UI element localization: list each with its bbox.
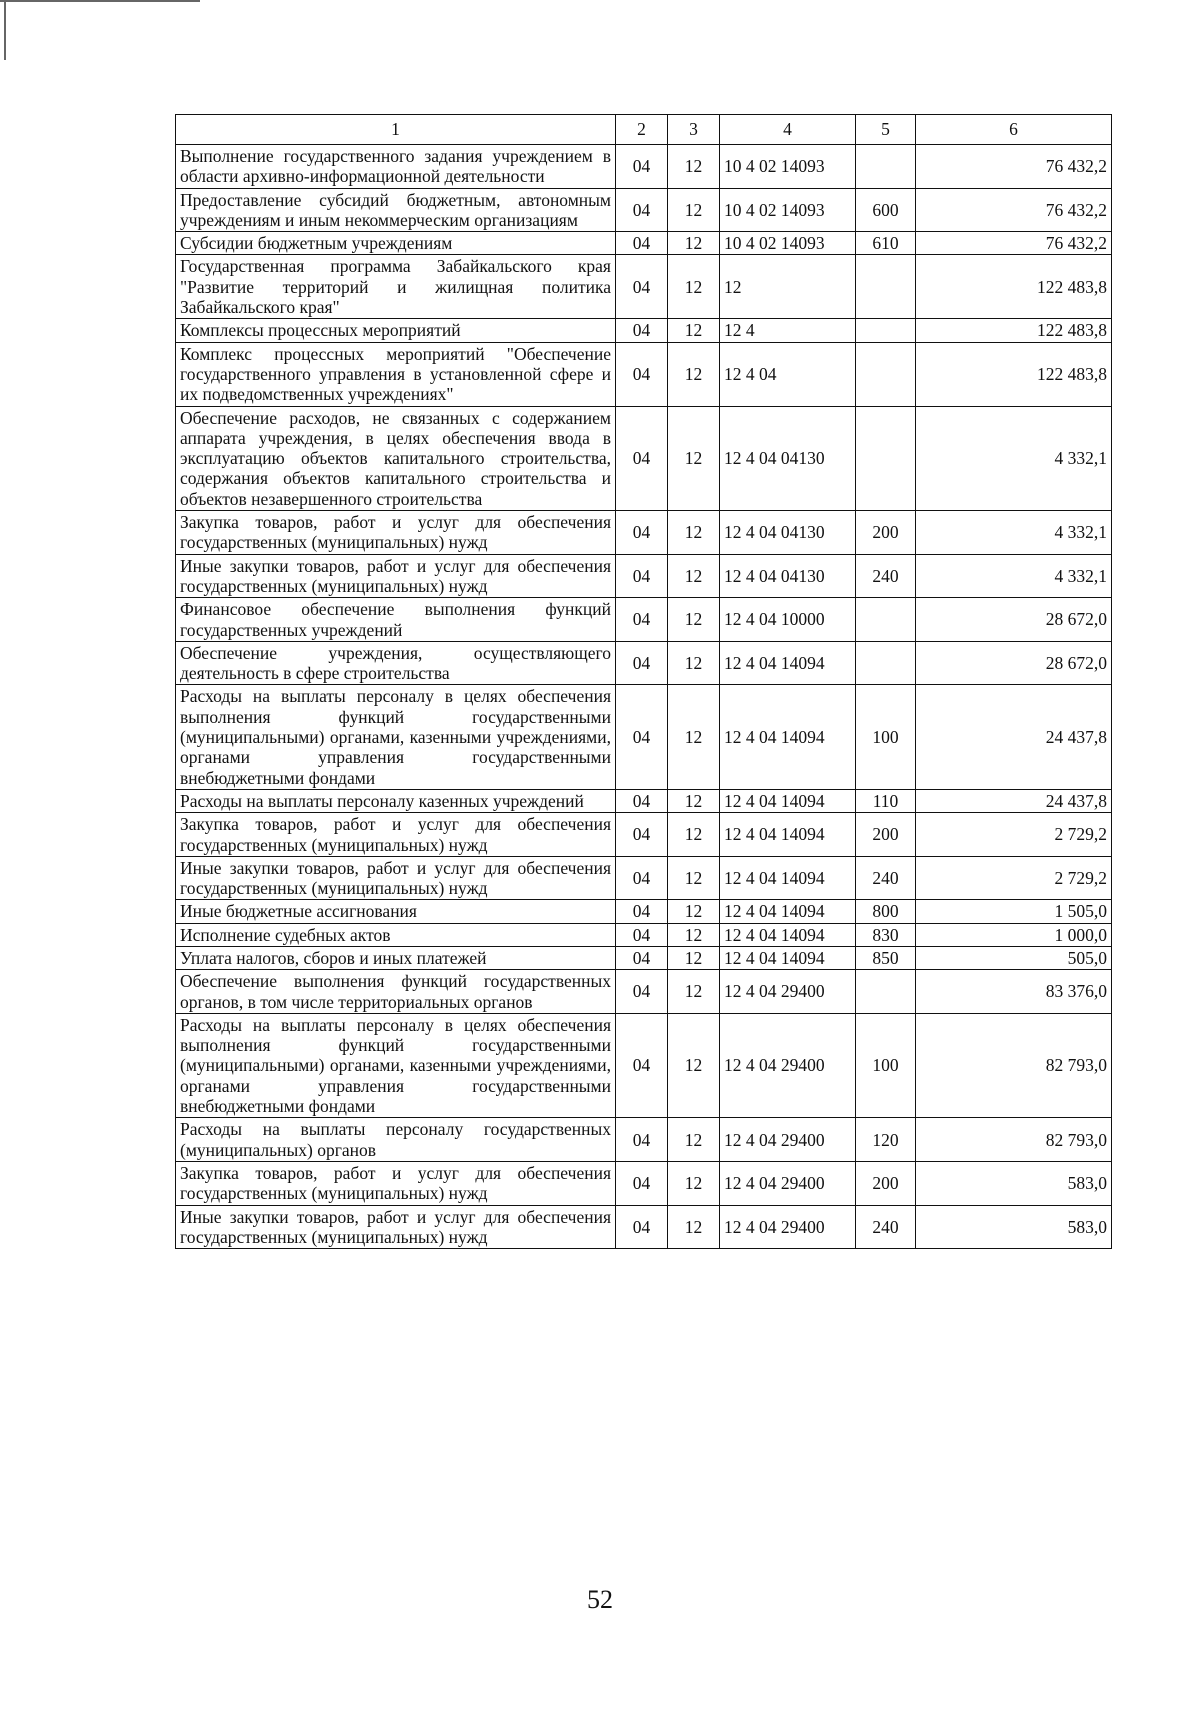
row-name: Иные закупки товаров, работ и услуг для обеспечения государственных (муниципальных) нужд xyxy=(176,856,616,900)
table-body xyxy=(176,145,1112,1249)
table-row xyxy=(176,946,1112,969)
row-amount: 583,0 xyxy=(916,1161,1112,1205)
row-amount: 4 332,1 xyxy=(916,406,1112,510)
table-row xyxy=(176,1013,1112,1117)
row-subsection: 12 xyxy=(668,856,720,900)
row-section: 04 xyxy=(616,598,668,642)
table-row xyxy=(176,232,1112,255)
row-name: Закупка товаров, работ и услуг для обеспечения государственных (муниципальных) нужд xyxy=(176,813,616,857)
row-expense-type: 200 xyxy=(856,813,916,857)
row-section: 04 xyxy=(616,685,668,789)
row-name: Государственная программа Забайкальского края "Развитие территорий и жилищная политика Забайкальского края" xyxy=(176,255,616,319)
row-section: 04 xyxy=(616,1205,668,1249)
row-target-item: 10 4 02 14093 xyxy=(720,188,856,232)
row-amount: 2 729,2 xyxy=(916,856,1112,900)
row-section: 04 xyxy=(616,188,668,232)
row-subsection: 12 xyxy=(668,685,720,789)
row-name: Субсидии бюджетным учреждениям xyxy=(176,232,616,255)
budget-table xyxy=(175,114,1112,1249)
row-amount: 583,0 xyxy=(916,1205,1112,1249)
row-subsection: 12 xyxy=(668,342,720,406)
row-target-item: 12 4 04 29400 xyxy=(720,1161,856,1205)
row-name: Финансовое обеспечение выполнения функций государственных учреждений xyxy=(176,598,616,642)
row-section: 04 xyxy=(616,641,668,685)
row-name: Уплата налогов, сборов и иных платежей xyxy=(176,946,616,969)
row-target-item: 12 xyxy=(720,255,856,319)
row-target-item: 12 4 04 xyxy=(720,342,856,406)
row-subsection: 12 xyxy=(668,232,720,255)
table-row xyxy=(176,1205,1112,1249)
row-name: Обеспечение учреждения, осуществляющего деятельность в сфере строительства xyxy=(176,641,616,685)
row-target-item: 10 4 02 14093 xyxy=(720,232,856,255)
row-name: Закупка товаров, работ и услуг для обеспечения государственных (муниципальных) нужд xyxy=(176,1161,616,1205)
row-amount: 24 437,8 xyxy=(916,789,1112,812)
row-target-item: 10 4 02 14093 xyxy=(720,145,856,189)
row-expense-type: 240 xyxy=(856,856,916,900)
row-expense-type: 120 xyxy=(856,1118,916,1162)
column-header-3: 3 xyxy=(668,115,720,145)
row-section: 04 xyxy=(616,1161,668,1205)
row-name: Выполнение государственного задания учреждением в области архивно-информационной деятельности xyxy=(176,145,616,189)
row-section: 04 xyxy=(616,511,668,555)
table-row xyxy=(176,342,1112,406)
table-row xyxy=(176,255,1112,319)
row-subsection: 12 xyxy=(668,789,720,812)
row-amount: 122 483,8 xyxy=(916,342,1112,406)
row-section: 04 xyxy=(616,255,668,319)
row-target-item: 12 4 04 14094 xyxy=(720,923,856,946)
table-row xyxy=(176,1118,1112,1162)
table-row xyxy=(176,856,1112,900)
page-number: 52 xyxy=(587,1585,613,1614)
row-section: 04 xyxy=(616,789,668,812)
row-subsection: 12 xyxy=(668,641,720,685)
scan-edge-top xyxy=(0,0,200,2)
row-section: 04 xyxy=(616,554,668,598)
table-row xyxy=(176,511,1112,555)
table-row xyxy=(176,406,1112,510)
row-section: 04 xyxy=(616,406,668,510)
scan-edge-left xyxy=(4,0,6,60)
table-row xyxy=(176,970,1112,1014)
row-expense-type xyxy=(856,342,916,406)
row-target-item: 12 4 04 29400 xyxy=(720,970,856,1014)
row-target-item: 12 4 04 14094 xyxy=(720,946,856,969)
row-expense-type: 800 xyxy=(856,900,916,923)
row-subsection: 12 xyxy=(668,1161,720,1205)
row-subsection: 12 xyxy=(668,598,720,642)
row-subsection: 12 xyxy=(668,145,720,189)
row-expense-type: 240 xyxy=(856,554,916,598)
row-section: 04 xyxy=(616,813,668,857)
table-row xyxy=(176,813,1112,857)
row-amount: 2 729,2 xyxy=(916,813,1112,857)
row-subsection: 12 xyxy=(668,970,720,1014)
row-name: Закупка товаров, работ и услуг для обеспечения государственных (муниципальных) нужд xyxy=(176,511,616,555)
table-row xyxy=(176,923,1112,946)
row-section: 04 xyxy=(616,970,668,1014)
row-section: 04 xyxy=(616,232,668,255)
row-subsection: 12 xyxy=(668,1205,720,1249)
table-row xyxy=(176,641,1112,685)
row-target-item: 12 4 04 10000 xyxy=(720,598,856,642)
row-section: 04 xyxy=(616,145,668,189)
row-target-item: 12 4 xyxy=(720,319,856,342)
row-name: Иные закупки товаров, работ и услуг для обеспечения государственных (муниципальных) нужд xyxy=(176,1205,616,1249)
table-row xyxy=(176,900,1112,923)
row-target-item: 12 4 04 14094 xyxy=(720,685,856,789)
table-row xyxy=(176,319,1112,342)
row-amount: 1 505,0 xyxy=(916,900,1112,923)
row-expense-type: 100 xyxy=(856,1013,916,1117)
row-amount: 82 793,0 xyxy=(916,1118,1112,1162)
row-subsection: 12 xyxy=(668,188,720,232)
row-amount: 82 793,0 xyxy=(916,1013,1112,1117)
table-row xyxy=(176,188,1112,232)
row-subsection: 12 xyxy=(668,900,720,923)
row-amount: 76 432,2 xyxy=(916,145,1112,189)
row-amount: 122 483,8 xyxy=(916,255,1112,319)
row-name: Расходы на выплаты персоналу в целях обеспечения выполнения функций государственными (муниципальными) органами, казенными учреждениями, органами управления государственными внебюджетными фондами xyxy=(176,685,616,789)
row-amount: 122 483,8 xyxy=(916,319,1112,342)
table-row xyxy=(176,554,1112,598)
table-row xyxy=(176,685,1112,789)
row-expense-type xyxy=(856,406,916,510)
row-amount: 28 672,0 xyxy=(916,598,1112,642)
row-target-item: 12 4 04 04130 xyxy=(720,554,856,598)
row-name: Обеспечение выполнения функций государственных органов, в том числе территориальных органов xyxy=(176,970,616,1014)
row-section: 04 xyxy=(616,342,668,406)
row-section: 04 xyxy=(616,1118,668,1162)
row-subsection: 12 xyxy=(668,923,720,946)
row-target-item: 12 4 04 14094 xyxy=(720,856,856,900)
row-target-item: 12 4 04 14094 xyxy=(720,789,856,812)
column-header-2: 2 xyxy=(616,115,668,145)
row-expense-type: 610 xyxy=(856,232,916,255)
row-amount: 4 332,1 xyxy=(916,554,1112,598)
row-amount: 28 672,0 xyxy=(916,641,1112,685)
column-header-5: 5 xyxy=(856,115,916,145)
column-header-6: 6 xyxy=(916,115,1112,145)
row-subsection: 12 xyxy=(668,511,720,555)
row-expense-type xyxy=(856,641,916,685)
row-target-item: 12 4 04 04130 xyxy=(720,406,856,510)
row-target-item: 12 4 04 14094 xyxy=(720,813,856,857)
row-subsection: 12 xyxy=(668,813,720,857)
row-name: Предоставление субсидий бюджетным, автономным учреждениям и иным некоммерческим организациям xyxy=(176,188,616,232)
row-expense-type: 240 xyxy=(856,1205,916,1249)
column-header-1: 1 xyxy=(176,115,616,145)
table-row xyxy=(176,1161,1112,1205)
row-expense-type: 110 xyxy=(856,789,916,812)
row-subsection: 12 xyxy=(668,319,720,342)
row-target-item: 12 4 04 04130 xyxy=(720,511,856,555)
row-expense-type xyxy=(856,598,916,642)
row-amount: 24 437,8 xyxy=(916,685,1112,789)
row-section: 04 xyxy=(616,923,668,946)
row-name: Обеспечение расходов, не связанных с содержанием аппарата учреждения, в целях обеспечения ввода в эксплуатацию объектов капитального строительства, содержания объектов капитального строительства и объектов незавершенного строительства xyxy=(176,406,616,510)
row-amount: 1 000,0 xyxy=(916,923,1112,946)
row-subsection: 12 xyxy=(668,1013,720,1117)
table-row xyxy=(176,598,1112,642)
table-row xyxy=(176,789,1112,812)
row-name: Иные закупки товаров, работ и услуг для обеспечения государственных (муниципальных) нужд xyxy=(176,554,616,598)
row-subsection: 12 xyxy=(668,255,720,319)
row-section: 04 xyxy=(616,900,668,923)
table-row xyxy=(176,145,1112,189)
row-target-item: 12 4 04 14094 xyxy=(720,900,856,923)
row-name: Расходы на выплаты персоналу в целях обеспечения выполнения функций государственными (муниципальными) органами, казенными учреждениями, органами управления государственными внебюджетными фондами xyxy=(176,1013,616,1117)
row-subsection: 12 xyxy=(668,406,720,510)
row-expense-type: 100 xyxy=(856,685,916,789)
row-expense-type xyxy=(856,319,916,342)
row-expense-type: 200 xyxy=(856,1161,916,1205)
row-amount: 83 376,0 xyxy=(916,970,1112,1014)
row-name: Комплексы процессных мероприятий xyxy=(176,319,616,342)
row-amount: 4 332,1 xyxy=(916,511,1112,555)
row-expense-type: 200 xyxy=(856,511,916,555)
row-section: 04 xyxy=(616,946,668,969)
table-header-row xyxy=(176,115,1112,145)
row-subsection: 12 xyxy=(668,946,720,969)
row-amount: 505,0 xyxy=(916,946,1112,969)
row-expense-type: 600 xyxy=(856,188,916,232)
row-target-item: 12 4 04 29400 xyxy=(720,1013,856,1117)
row-name: Расходы на выплаты персоналу казенных учреждений xyxy=(176,789,616,812)
row-subsection: 12 xyxy=(668,554,720,598)
row-amount: 76 432,2 xyxy=(916,232,1112,255)
row-target-item: 12 4 04 29400 xyxy=(720,1118,856,1162)
row-expense-type: 830 xyxy=(856,923,916,946)
row-amount: 76 432,2 xyxy=(916,188,1112,232)
row-expense-type: 850 xyxy=(856,946,916,969)
row-section: 04 xyxy=(616,856,668,900)
row-expense-type xyxy=(856,145,916,189)
row-expense-type xyxy=(856,970,916,1014)
row-target-item: 12 4 04 14094 xyxy=(720,641,856,685)
row-target-item: 12 4 04 29400 xyxy=(720,1205,856,1249)
row-name: Комплекс процессных мероприятий "Обеспечение государственного управления в установленной сфере и их подведомственных учреждениях" xyxy=(176,342,616,406)
row-section: 04 xyxy=(616,1013,668,1117)
row-name: Расходы на выплаты персоналу государственных (муниципальных) органов xyxy=(176,1118,616,1162)
row-name: Исполнение судебных актов xyxy=(176,923,616,946)
row-section: 04 xyxy=(616,319,668,342)
row-name: Иные бюджетные ассигнования xyxy=(176,900,616,923)
column-header-4: 4 xyxy=(720,115,856,145)
row-subsection: 12 xyxy=(668,1118,720,1162)
row-expense-type xyxy=(856,255,916,319)
